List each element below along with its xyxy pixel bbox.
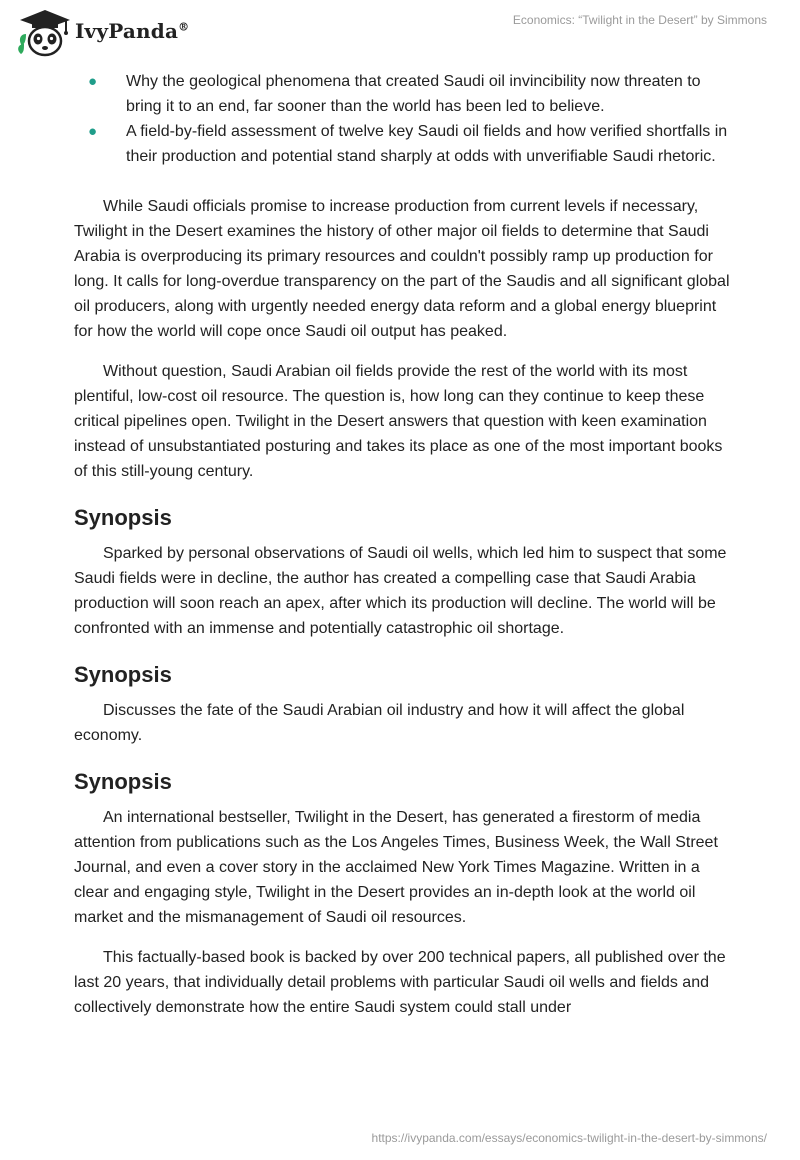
list-item — [74, 119, 730, 169]
paragraph: Without question, Saudi Arabian oil fields provide the rest of the world with its most plentiful, low-cost oil resource. The question is, how long can they continue to keep these critical pipelines open. Twilight in the Desert answers that question with keen examination instead of unsubstantiated posturing and takes its place as one of the most important books of this still-young century. — [74, 363, 723, 480]
paragraph: While Saudi officials promise to increase production from current levels if necessary, Twilight in the Desert examines the history of other major oil fields to determine that Saudi Arabia is overproducing its primary resources and couldn't possibly ramp up production for long. It calls for long-overdue transparency on the part of the Saudis and all significant global oil producers, along with urgently needed energy data reform and a global energy blueprint for how the world will cope once Saudi oil output has peaked. — [74, 198, 730, 340]
bullet-list — [74, 69, 730, 169]
section-heading: Synopsis — [74, 505, 172, 530]
page-header — [0, 0, 800, 70]
section-heading: Synopsis — [74, 662, 172, 687]
source-url[interactable]: https://ivypanda.com/essays/economics-twilight-in-the-desert-by-simmons/ — [371, 1131, 767, 1145]
paragraph: An international bestseller, Twilight in the Desert, has generated a firestorm of media attention from publications such as the Los Angeles Times, Business Week, the Wall Street Journal, and even a cover story in the acclaimed New York Times Magazine. Written in a clear and engaging style, Twilight in the Desert provides an in-depth look at the world oil market and the mismanagement of Saudi oil resources. — [74, 809, 718, 926]
paragraph: This factually-based book is backed by over 200 technical papers, all published over the last 20 years, that individually detail problems with particular Saudi oil wells and fields and collectively demonstrate how the entire Saudi system could stall under — [74, 949, 726, 1016]
brand-name[interactable] — [75, 19, 189, 43]
registered-mark: ® — [178, 20, 190, 34]
essay-body — [74, 69, 730, 1020]
list-item-text: A field-by-field assessment of twelve key Saudi oil fields and how verified shortfalls in their production and potential stand sharply at odds with unverifiable Saudi rhetoric. — [126, 123, 728, 165]
document-title: Economics: “Twilight in the Desert” by Simmons — [512, 13, 767, 27]
brand-text: IvyPanda — [75, 19, 179, 43]
list-item-text: Why the geological phenomena that created Saudi oil invincibility now threaten to bring it to an end, far sooner than the world has been led to believe. — [126, 73, 701, 115]
paragraph: Discusses the fate of the Saudi Arabian oil industry and how it will affect the global economy. — [74, 702, 685, 744]
bullet-icon: ● — [88, 73, 98, 90]
paragraph: Sparked by personal observations of Saudi oil wells, which led him to suspect that some Saudi fields were in decline, the author has created a compelling case that Saudi Arabia production will soon reach an apex, after which its production will decline. The world will be confronted with an immense and potentially catastrophic oil shortage. — [74, 545, 727, 637]
section-heading: Synopsis — [74, 769, 172, 794]
list-item — [74, 69, 730, 119]
bullet-icon: ● — [88, 123, 98, 140]
ivypanda-logo-icon[interactable] — [16, 8, 74, 58]
